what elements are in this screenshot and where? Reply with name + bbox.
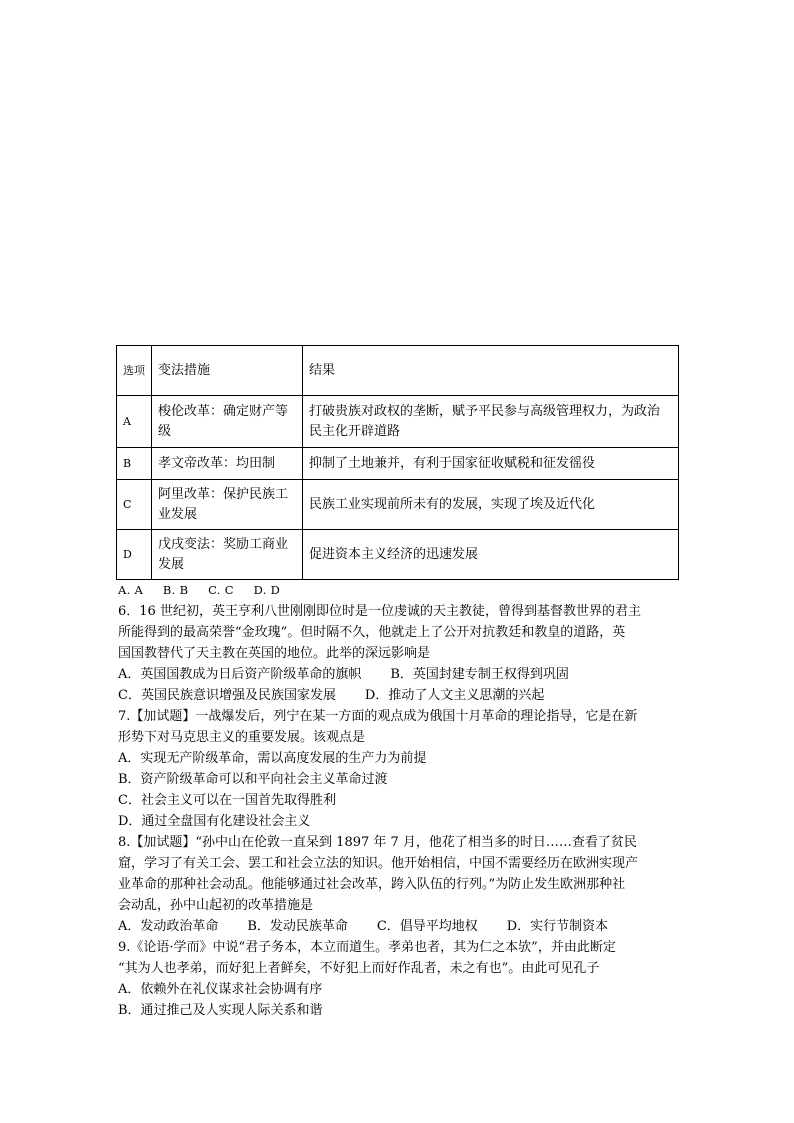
option-row	[118, 685, 681, 706]
row-measure: 梭伦改革：确定财产等级	[152, 396, 303, 448]
row-measure: 戊戌变法：奖励工商业发展	[152, 530, 303, 580]
option-a: A．发动政治革命	[118, 919, 219, 934]
question-stem-line: 业革命的那种社会动乱。他能够通过社会改革，跨入队伍的行列。”为防止发生欧洲那种社	[118, 877, 626, 892]
row-result: 抑制了土地兼并，有利于国家征收赋税和征发徭役	[303, 448, 679, 480]
question-stem-line: 会动乱，孙中山起初的改革措施是	[118, 898, 314, 913]
table-header-row	[117, 346, 679, 396]
row-result: 打破贵族对政权的垄断，赋予平民参与高级管理权力，为政治民主化开辟道路	[303, 396, 679, 448]
question-stem-line: 9.《论语·学而》中说“君子务本，本立而道生。孝弟也者，其为仁之本欤”，并由此断定	[118, 940, 616, 955]
question-stem-line: 形势下对马克思主义的重要发展。该观点是	[118, 730, 366, 745]
question-stem-line: 6．16 世纪初，英王亨利八世刚刚即位时是一位虔诚的天主教徒，曾得到基督教世界的君主	[118, 604, 641, 619]
choice-a: A. A	[118, 583, 144, 597]
option-a: A．英国国教成为日后资产阶级革命的旗帜	[118, 667, 362, 682]
header-measure: 变法措施	[152, 346, 303, 396]
option-d: D．实行节制资本	[506, 919, 609, 934]
option-b: B．英国封建专制王权得到巩固	[390, 667, 569, 682]
row-result: 促进资本主义经济的迅速发展	[303, 530, 679, 580]
option-c: C．英国民族意识增强及民族国家发展	[118, 688, 336, 703]
question-stem-line: “其为人也孝弟，而好犯上者鲜矣，不好犯上而好作乱者，未之有也”。由此可见孔子	[118, 961, 600, 976]
option-d: D．通过全盘国有化建设社会主义	[118, 814, 311, 829]
reform-table	[116, 345, 679, 580]
question-stem-line: 国国教替代了天主教在英国的地位。此举的深远影响是	[118, 646, 431, 661]
row-option: B	[117, 448, 152, 480]
row-measure: 阿里改革：保护民族工业发展	[152, 480, 303, 530]
table-row	[117, 480, 679, 530]
question-9	[116, 937, 681, 1021]
table-row	[117, 396, 679, 448]
question-stem-line: 7.【加试题】一战爆发后，列宁在某一方面的观点成为俄国十月革命的理论指导，它是在新	[118, 709, 638, 724]
option-c: C．社会主义可以在一国首先取得胜利	[118, 793, 336, 808]
option-b: B．通过推己及人实现人际关系和谐	[118, 1003, 323, 1018]
row-result: 民族工业实现前所未有的发展，实现了埃及近代化	[303, 480, 679, 530]
option-row	[118, 916, 681, 937]
option-a: A．实现无产阶级革命，需以高度发展的生产力为前提	[118, 751, 427, 766]
question-stem-line: 所能得到的最高荣誉“金玫瑰”。但时隔不久，他就走上了公开对抗教廷和教皇的道路，英	[118, 625, 626, 640]
choice-d: D. D	[253, 583, 281, 597]
choice-b: B. B	[162, 583, 189, 597]
option-b: B．资产阶级革命可以和平向社会主义革命过渡	[118, 772, 388, 787]
header-result: 结果	[303, 346, 679, 396]
question-stem-line: 窟，学习了有关工会、罢工和社会立法的知识。他开始相信，中国不需要经历在欧洲实现产	[118, 856, 639, 871]
option-b: B．发动民族革命	[247, 919, 348, 934]
row-option: D	[117, 530, 152, 580]
option-d: D．推动了人文主义思潮的兴起	[364, 688, 545, 703]
question-8	[116, 832, 681, 937]
table-row	[117, 530, 679, 580]
option-c: C．倡导平均地权	[376, 919, 478, 934]
table-row	[117, 448, 679, 480]
row-option: C	[117, 480, 152, 530]
option-a: A．依赖外在礼仪谋求社会协调有序	[118, 982, 323, 997]
choice-c: C. C	[208, 583, 234, 597]
row-measure: 孝文帝改革：均田制	[152, 448, 303, 480]
option-row	[118, 664, 681, 685]
q5-choices	[118, 580, 681, 601]
question-stem-line: 8.【加试题】“孙中山在伦敦一直呆到 1897 年 7 月，他花了相当多的时日……查看了贫民	[118, 835, 637, 850]
page-content	[116, 345, 681, 1021]
header-option: 选项	[117, 346, 152, 396]
question-6	[116, 601, 681, 706]
row-option: A	[117, 396, 152, 448]
question-7	[116, 706, 681, 832]
